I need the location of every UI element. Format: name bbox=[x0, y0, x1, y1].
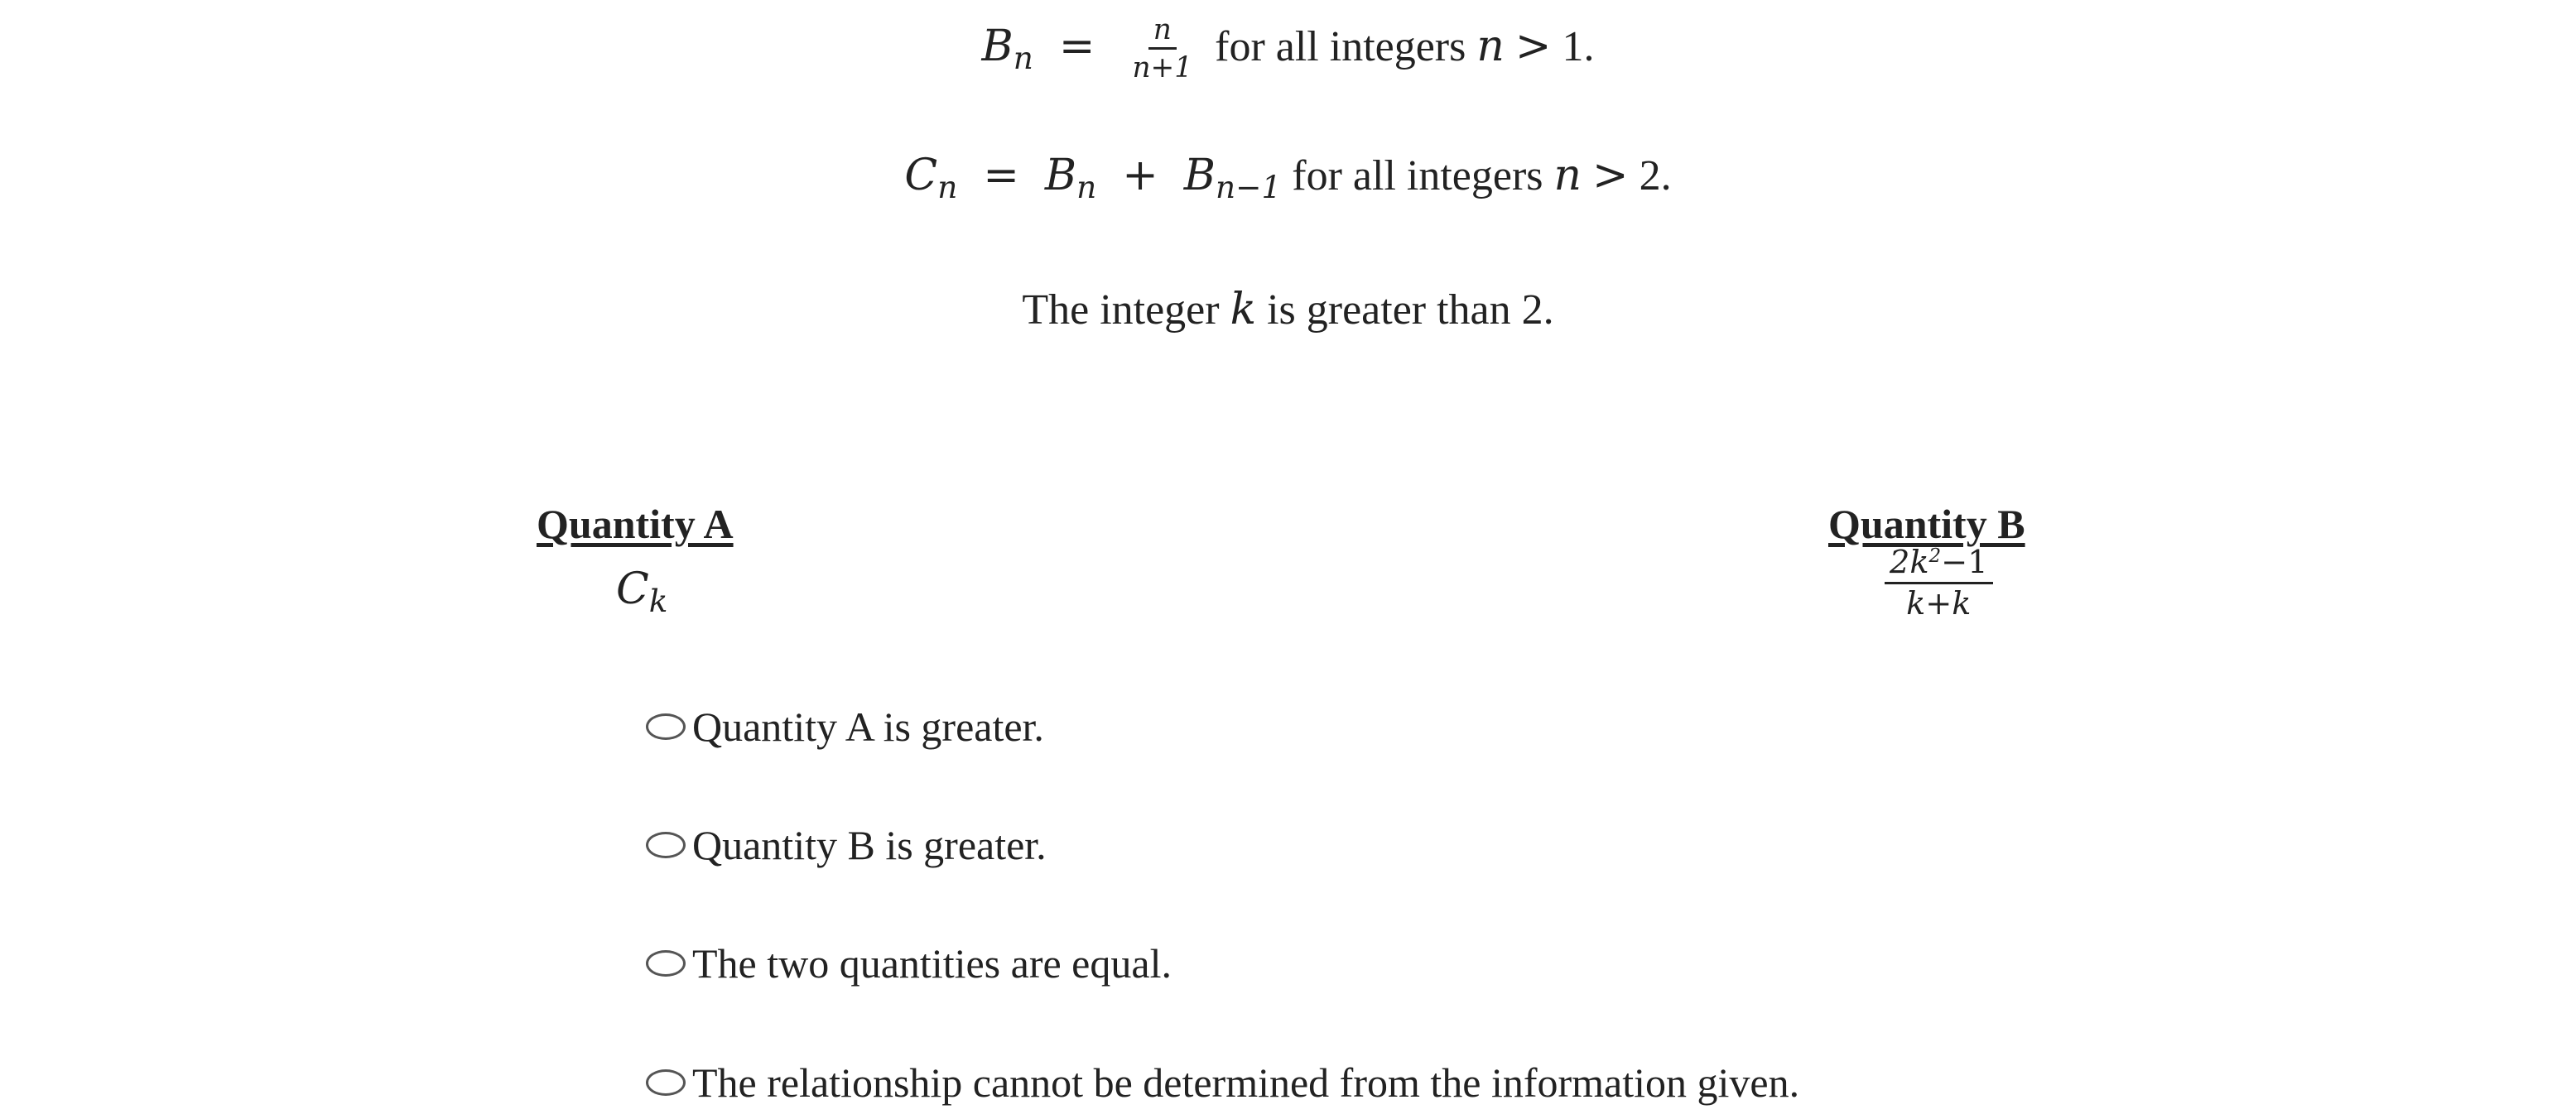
choice-label: The relationship cannot be determined from the information given. bbox=[692, 1059, 1800, 1106]
quantity-b-value bbox=[1878, 544, 2000, 623]
condition-value: 2. bbox=[1639, 152, 1672, 199]
numerator-term: 2k bbox=[1890, 544, 1929, 582]
fraction bbox=[1127, 15, 1197, 83]
condition-operator: > bbox=[1514, 21, 1552, 71]
condition-value: 1. bbox=[1562, 22, 1595, 70]
choice-quantity-a-greater[interactable] bbox=[646, 700, 1044, 753]
radio-button[interactable] bbox=[646, 1069, 686, 1096]
equals-sign: = bbox=[1058, 21, 1095, 71]
term2-subscript: n−1 bbox=[1216, 169, 1282, 206]
radio-button[interactable] bbox=[646, 950, 686, 977]
term2-var: B bbox=[1183, 151, 1216, 200]
quantity-b-numerator bbox=[1885, 546, 1993, 584]
b-subscript: n bbox=[1013, 40, 1033, 77]
equals-sign: = bbox=[983, 151, 1019, 200]
quantity-a-var: C bbox=[616, 564, 649, 614]
statement-pre: The integer bbox=[1022, 286, 1220, 334]
fraction-denominator: n+1 bbox=[1132, 51, 1193, 85]
choice-label: Quantity A is greater. bbox=[692, 704, 1044, 750]
fraction-numerator: n bbox=[1148, 15, 1177, 50]
definition-b bbox=[0, 13, 2576, 85]
condition-operator: > bbox=[1592, 151, 1629, 200]
choice-label: Quantity B is greater. bbox=[692, 822, 1047, 868]
term1-var: B bbox=[1044, 151, 1077, 200]
definition-c bbox=[0, 151, 2576, 206]
quantity-a-subscript: k bbox=[648, 583, 668, 620]
quantity-b-fraction bbox=[1885, 546, 1993, 621]
b-var: B bbox=[981, 21, 1014, 71]
choice-quantity-b-greater[interactable] bbox=[646, 819, 1047, 872]
quantity-b-heading: Quantity B bbox=[1828, 501, 2025, 547]
c-subscript: n bbox=[937, 169, 958, 206]
quantity-a-value bbox=[616, 564, 668, 620]
quantity-b-denominator: k+k bbox=[1906, 585, 1972, 623]
quantity-a-heading: Quantity A bbox=[537, 501, 734, 547]
numerator-constant: −1 bbox=[1941, 544, 1988, 582]
choice-cannot-be-determined[interactable] bbox=[646, 1056, 1799, 1109]
integer-k-statement bbox=[0, 285, 2576, 334]
statement-post: is greater than 2. bbox=[1267, 286, 1554, 334]
condition-var: n bbox=[1476, 21, 1505, 71]
condition-var: n bbox=[1553, 151, 1582, 200]
radio-button[interactable] bbox=[646, 713, 686, 740]
term1-subscript: n bbox=[1076, 169, 1097, 206]
k-var: k bbox=[1230, 285, 1257, 334]
c-var: C bbox=[904, 151, 938, 200]
plus-sign: + bbox=[1122, 151, 1158, 200]
choice-label: The two quantities are equal. bbox=[692, 940, 1172, 987]
condition-text: for all integers bbox=[1292, 152, 1543, 199]
choice-quantities-equal[interactable] bbox=[646, 937, 1172, 990]
condition-text: for all integers bbox=[1215, 22, 1466, 70]
radio-button[interactable] bbox=[646, 832, 686, 858]
numerator-exponent: 2 bbox=[1928, 545, 1942, 568]
